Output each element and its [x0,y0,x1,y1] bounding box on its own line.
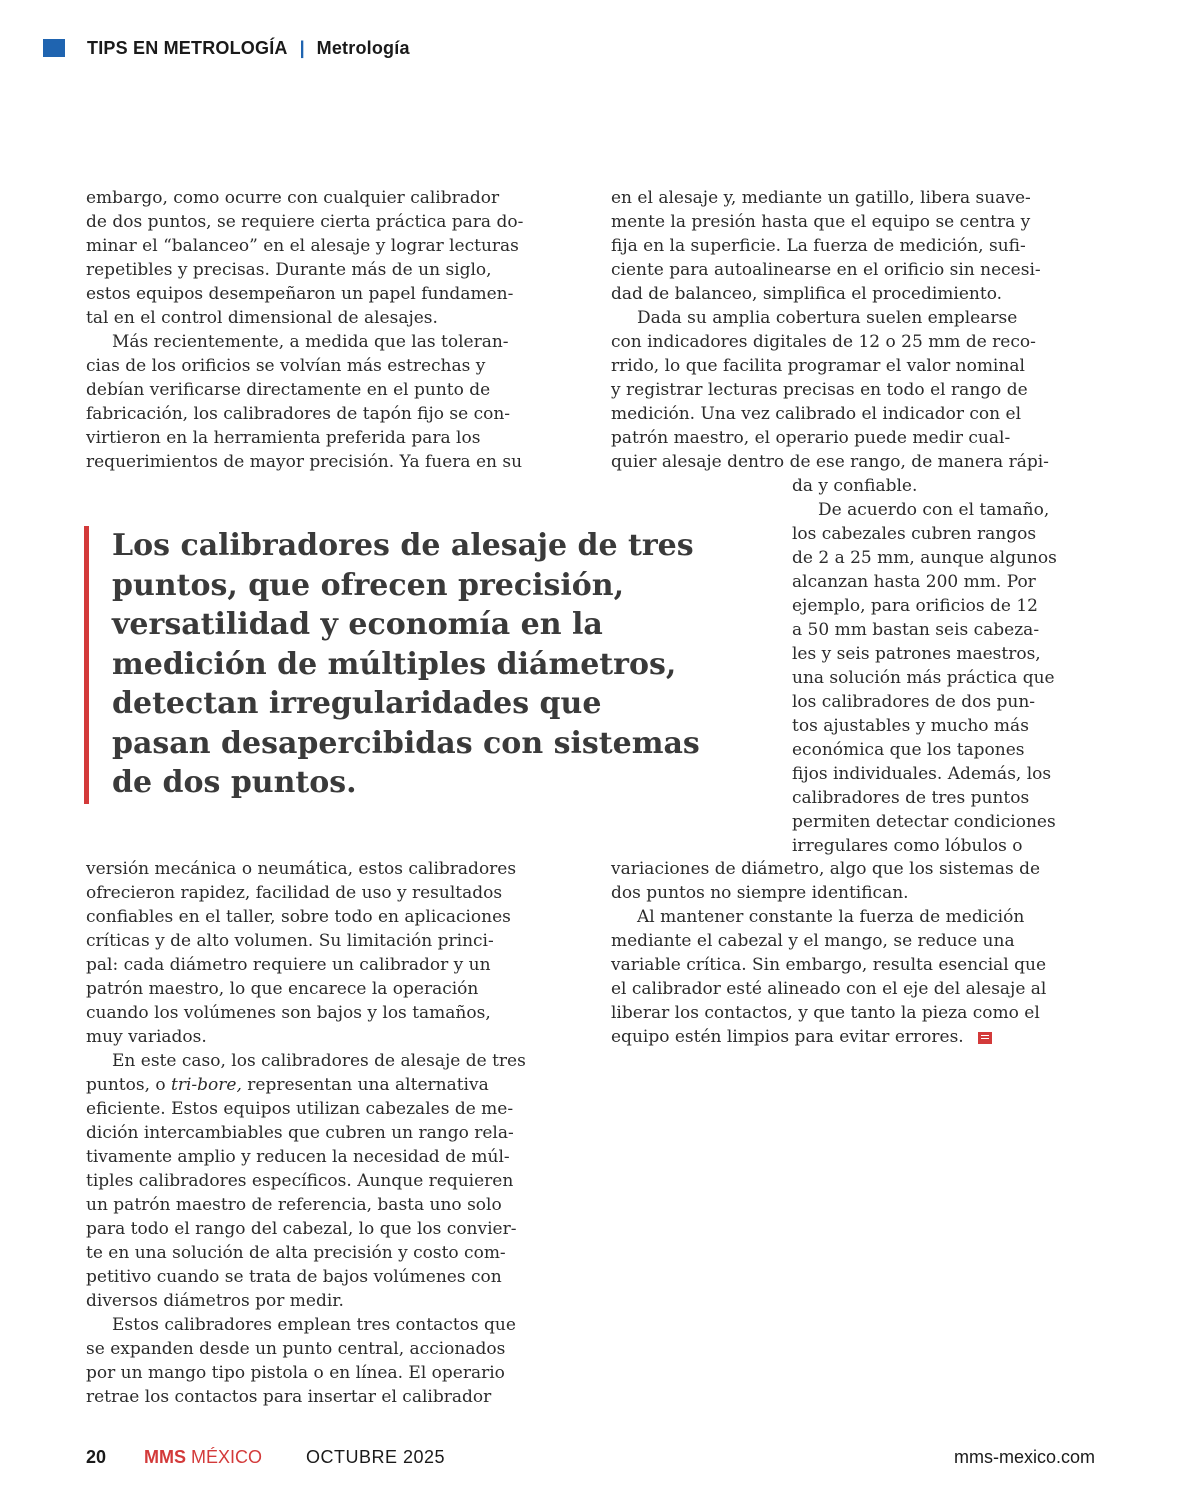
text-line: para todo el rango del cabezal, lo que los convier- [86,1219,517,1239]
text-line: variable crítica. Sin embargo, resulta esencial que [611,955,1047,975]
text-line: virtieron en la herramienta preferida para los [86,428,481,448]
text-line: puntos, o tri-bore, representan una alternativa [86,1075,489,1095]
text-line: minar el “balanceo” en el alesaje y lograr lecturas [86,236,519,256]
magazine-brand [144,1447,262,1468]
text-line: con indicadores digitales de 12 o 25 mm de reco- [611,332,1036,352]
text-line: diversos diámetros por medir. [86,1291,344,1311]
pull-quote-line: de dos puntos. [112,765,357,800]
pull-quote-line: medición de múltiples diámetros, [112,646,677,682]
page-number: 20 [86,1447,107,1467]
text-line: variaciones de diámetro, algo que los sistemas de [611,859,1041,879]
text-line: rrido, lo que facilita programar el valor nominal [611,356,1025,376]
column-left-bottom [86,857,526,1409]
term-tri-bore: tri-bore, [171,1075,242,1095]
text-line-last [611,1025,1046,1049]
text-line: una solución más práctica que [792,668,1055,688]
text-line: dad de balanceo, simplifica el procedimiento. [611,284,1003,304]
header-section: TIPS EN METROLOGÍA [87,37,288,58]
text-line: por un mango tipo pistola o en línea. El operario [86,1363,505,1383]
header-category: Metrología [316,37,410,58]
text-line: versión mecánica o neumática, estos calibradores [86,859,517,879]
text-line: embargo, como ocurre con cualquier calibrador [86,188,500,208]
text-line: quier alesaje dentro de ese rango, de manera rápi- [611,452,1049,472]
text-line: equipo estén limpios para evitar errores. [611,1027,964,1047]
issue-date: OCTUBRE 2025 [306,1447,446,1467]
text-line: retrae los contactos para insertar el calibrador [86,1387,492,1407]
text-line: da y confiable. [792,476,918,496]
text-line: eficiente. Estos equipos utilizan cabezales de me- [86,1099,514,1119]
text-line: económica que los tapones [792,740,1025,760]
text-line: debían verificarse directamente en el punto de [86,380,491,400]
text-line: pal: cada diámetro requiere un calibrador y un [86,955,491,975]
text-line: tivamente amplio y reducen la necesidad de múl- [86,1147,510,1167]
text-line: patrón maestro, lo que encarece la operación [86,979,479,999]
pull-quote-text [112,526,700,803]
pull-quote-line: puntos, que ofrecen precisión, [112,567,625,603]
pull-quote-line: versatilidad y economía en la [112,607,603,642]
text-line: Estos calibradores emplean tres contactos que [112,1315,516,1335]
pull-quote [84,526,769,804]
text-line: los cabezales cubren rangos [792,524,1037,544]
text-line: de dos puntos, se requiere cierta práctica para do- [86,212,524,232]
text-line: De acuerdo con el tamaño, [818,500,1050,520]
text-line: muy variados. [86,1027,207,1047]
article-end-icon [978,1032,992,1044]
pull-quote-line: Los calibradores de alesaje de tres [112,528,694,563]
text-line: fija en la superficie. La fuerza de medición, sufi- [611,236,1026,256]
column-right-top [611,186,1049,474]
text-line: mediante el cabezal y el mango, se reduce una [611,931,1015,951]
page-header [43,36,410,60]
text-line: mente la presión hasta que el equipo se centra y [611,212,1031,232]
column-left-top [86,186,523,474]
text-line: tal en el control dimensional de alesajes. [86,308,438,328]
text-line: En este caso, los calibradores de alesaje de tres [112,1051,526,1071]
text-line: repetibles y precisas. Durante más de un siglo, [86,260,492,280]
text-line: patrón maestro, el operario puede medir cual- [611,428,1011,448]
pull-quote-line: detectan irregularidades que [112,686,602,721]
text-line: tiples calibradores específicos. Aunque requieren [86,1171,514,1191]
section-marker-icon [43,39,65,57]
text-line: petitivo cuando se trata de bajos volúmenes con [86,1267,502,1287]
text-line: el calibrador esté alineado con el eje del alesaje al [611,979,1047,999]
text-line: te en una solución de alta precisión y costo com- [86,1243,506,1263]
header-separator: | [299,37,305,58]
text-line: Más recientemente, a medida que las toleran- [112,332,509,352]
text-line: confiables en el taller, sobre todo en aplicaciones [86,907,511,927]
text-line: liberar los contactos, y que tanto la pieza como el [611,1003,1040,1023]
text-line: irregulares como lóbulos o [792,836,1023,856]
text-line: dos puntos no siempre identifican. [611,883,909,903]
page-footer [86,1447,1095,1471]
text-line: estos equipos desempeñaron un papel fundamen- [86,284,514,304]
text-line: permiten detectar condiciones [792,812,1056,832]
text-line: les y seis patrones maestros, [792,644,1041,664]
text-line: alcanzan hasta 200 mm. Por [792,572,1036,592]
text-line: se expanden desde un punto central, accionados [86,1339,506,1359]
column-right-bottom [611,857,1046,1049]
text-line: dición intercambiables que cubren un rango rela- [86,1123,514,1143]
pull-quote-line: pasan desapercibidas con sistemas [112,725,700,761]
text-line: requerimientos de mayor precisión. Ya fuera en su [86,452,523,472]
text-line: ciente para autoalinearse en el orificio sin necesi- [611,260,1041,280]
text-line: de 2 a 25 mm, aunque algunos [792,548,1057,568]
column-right-narrow [792,474,1057,858]
brand-bold: MMS [144,1447,186,1467]
text-line: cuando los volúmenes son bajos y los tamaños, [86,1003,491,1023]
text-line: calibradores de tres puntos [792,788,1030,808]
text-line: los calibradores de dos pun- [792,692,1036,712]
text-line: ejemplo, para orificios de 12 [792,596,1038,616]
text-line: un patrón maestro de referencia, basta uno solo [86,1195,502,1215]
text-line: y registrar lecturas precisas en todo el rango de [611,380,1028,400]
text-line: Al mantener constante la fuerza de medición [637,907,1025,927]
text-line: críticas y de alto volumen. Su limitación princi- [86,931,494,951]
text-line: a 50 mm bastan seis cabeza- [792,620,1040,640]
website: mms-mexico.com [953,1447,1095,1467]
brand-light: MÉXICO [191,1447,263,1467]
text-line: Dada su amplia cobertura suelen emplearse [637,308,1018,328]
text-line: en el alesaje y, mediante un gatillo, libera suave- [611,188,1031,208]
text-line: medición. Una vez calibrado el indicador con el [611,404,1022,424]
text-line: tos ajustables y mucho más [792,716,1029,736]
text-line: fabricación, los calibradores de tapón fijo se con- [86,404,511,424]
text-line: ofrecieron rapidez, facilidad de uso y resultados [86,883,503,903]
text-line: cias de los orificios se volvían más estrechas y [86,356,486,376]
text-line: fijos individuales. Además, los [792,764,1052,784]
